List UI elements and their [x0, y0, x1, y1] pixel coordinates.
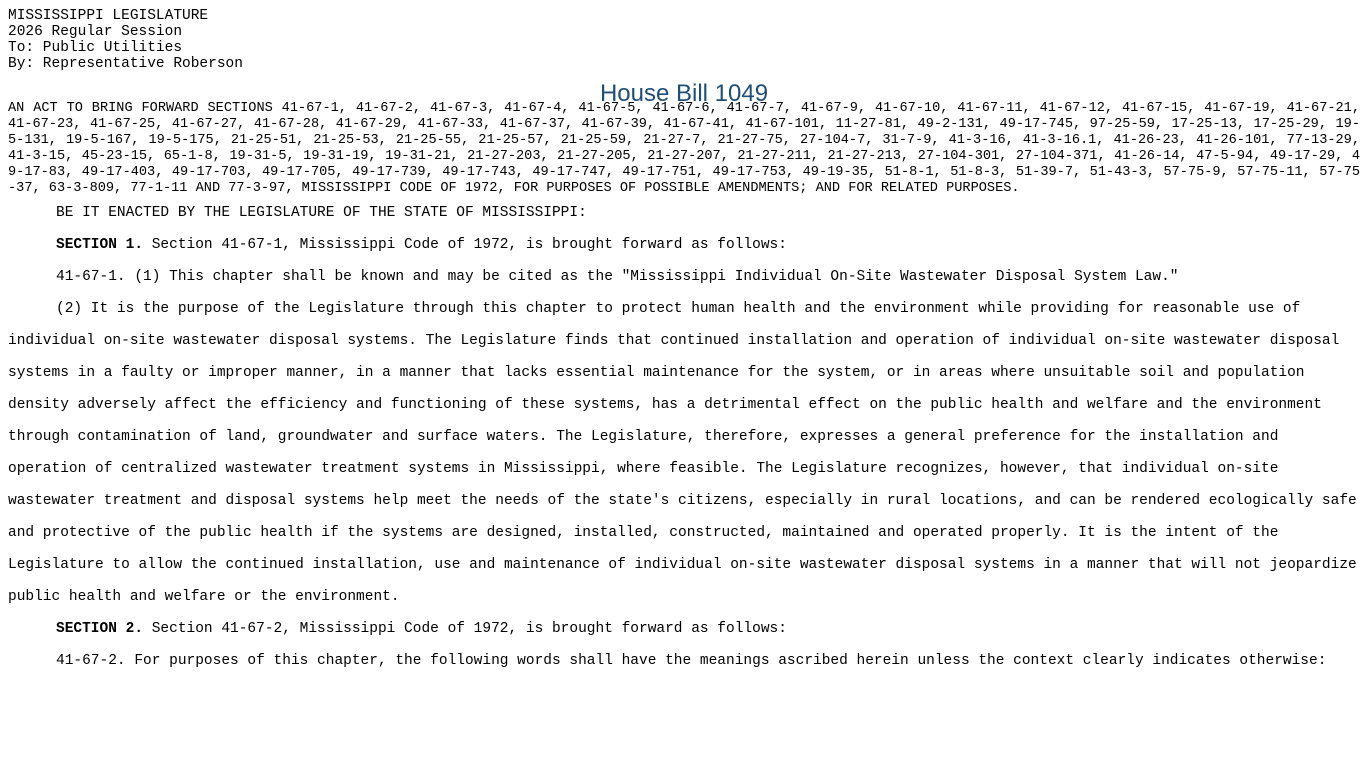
section-1-label: SECTION 1. — [56, 237, 144, 253]
section-2-label: SECTION 2. — [56, 621, 144, 637]
section-1-heading — [8, 229, 1360, 261]
section-1-intro: Section 41-67-1, Mississippi Code of 1972, is brought forward as follows: — [143, 237, 787, 253]
legislature-name: MISSISSIPPI LEGISLATURE — [8, 8, 209, 24]
act-title-text: AN ACT TO BRING FORWARD SECTIONS 41-67-1, 41-67-2, 41-67-3, 41-67-4, 41-67-5, 41-67-6, 41-67-7, 41-67-9, 41-67-10, 41-67-11, 41-67-12, 41-67-15, 41-67-19, 41-67-21, 41-67-23, 41-67-25, 41-67-27, 41-67-28, 41-67-29, 41-67-33, 41-67-37, 41-67-39, 41-67-41, 41-67-101, 11-27-81, 49-2-131, 49-17-745, 97-25-59, 17-25-13, 17-25-29, 19-5-131, 19-5-167, 19-5-175, 21-25-51, 21-25-53, 21-25-55, 21-25-57, 21-25-59, 21-27-7, 21-27-75, 27-104-7, 31-7-9, 41-3-16, 41-3-16.1, 41-26-23, 41-26-101, 77-13-29, 41-3-15, 45-23-15, 65-1-8, 19-31-5, 19-31-19, 19-31-21, 21-27-203, 21-27-205, 21-27-207, 21-27-211, 21-27-213, 27-104-301, 27-104-371, 41-26-14, 47-5-94, 49-17-29, 49-17-83, 49-17-403, 49-17-703, 49-17-705, 49-17-739, 49-17-743, 49-17-747, 49-17-751, 49-17-753, 49-19-35, 51-8-1, 51-8-3, 51-39-7, 51-43-3, 57-75-9, 57-75-11, 57-75-37, 63-3-809, 77-1-11 AND 77-3-97, MISSISSIPPI CODE OF 1972, FOR PURPOSES OF POSSIBLE AMENDMENTS; AND FOR RELATED PURPOSES. — [8, 101, 1360, 196]
bill-document — [8, 8, 1360, 677]
section-2-intro: Section 41-67-2, Mississippi Code of 1972, is brought forward as follows: — [143, 621, 787, 637]
section-1-paragraph-2: (2) It is the purpose of the Legislature through this chapter to protect human health and the environment while providing for reasonable use of individual on-site wastewater disposal systems. The Legislature finds that continued installation and operation of individual on-site wastewater disposal systems in a faulty or improper manner, in a manner that lacks essential maintenance for the system, or in areas where unsuitable soil and population density adversely affect the efficiency and functioning of these systems, has a detrimental effect on the public health and welfare and the environment through contamination of land, groundwater and surface waters. The Legislature, therefore, expresses a general preference for the installation and operation of centralized wastewater treatment systems in Mississippi, where feasible. The Legislature recognizes, however, that individual on-site wastewater treatment and disposal systems help meet the needs of the state's citizens, especially in rural locations, and can be rendered ecologically safe and protective of the public health if the systems are designed, installed, constructed, maintained and operated properly. It is the intent of the Legislature to allow the continued installation, use and maintenance of individual on-site wastewater disposal systems in a manner that will not jeopardize public health and welfare or the environment. — [8, 301, 1357, 605]
sponsor-line: By: Representative Roberson — [8, 56, 243, 72]
committee-line: To: Public Utilities — [8, 40, 183, 56]
section-2-paragraph-1: 41-67-2. For purposes of this chapter, the following words shall have the meanings ascribed herein unless the context clearly indicates otherwise: — [56, 653, 1327, 669]
bill-title: House Bill 1049 — [599, 80, 769, 107]
bill-header — [8, 8, 1360, 72]
session-line: 2026 Regular Session — [8, 24, 183, 40]
section-2-heading — [8, 613, 1360, 645]
section-1-paragraph-1: 41-67-1. (1) This chapter shall be known and may be cited as the "Mississippi Individual On-Site Wastewater Disposal System Law." — [56, 269, 1179, 285]
enacting-clause: BE IT ENACTED BY THE LEGISLATURE OF THE STATE OF MISSISSIPPI: — [56, 205, 587, 221]
